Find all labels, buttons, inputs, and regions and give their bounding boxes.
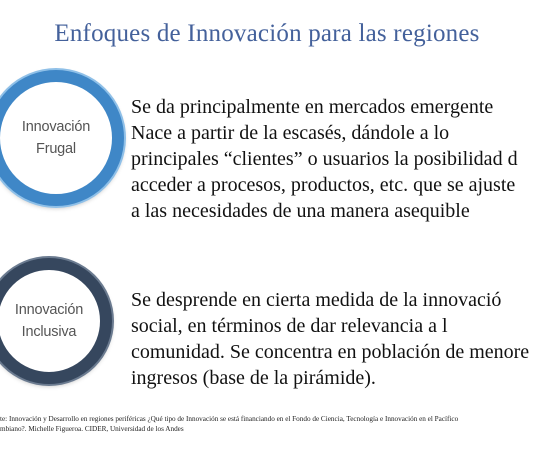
description-line: a las necesidades de una manera asequible <box>131 200 470 222</box>
description-line: principales “clientes” o usuarios la posibilidad d <box>131 148 518 170</box>
description-line: Se desprende en cierta medida de la innovació <box>131 289 502 311</box>
inclusive-innovation-description <box>131 287 529 391</box>
description-line: social, en términos de dar relevancia a l <box>131 315 448 337</box>
footnote-line: mbiano?. Michelle Figueroa. CIDER, Universidad de los Andes <box>0 425 184 433</box>
source-footnote <box>0 414 534 434</box>
description-line: acceder a procesos, productos, etc. que se ajuste <box>131 174 516 196</box>
slide-title: Enfoques de Innovación para las regiones <box>54 20 480 47</box>
description-line: ingresos (base de la pirámide). <box>131 367 376 389</box>
footnote-line: te: Innovación y Desarrollo en regiones periféricas ¿Qué tipo de Innovación se está financiando en el Fondo de Ciencia, Tecnología e Innovación en el Pacífico <box>0 415 459 423</box>
frugal-innovation-label: Innovación Frugal <box>21 119 91 157</box>
description-line: comunidad. Se concentra en población de menore <box>131 341 530 363</box>
inclusive-innovation-circle <box>0 258 112 384</box>
description-line: Nace a partir de la escasés, dándole a lo <box>131 122 450 144</box>
frugal-innovation-description <box>131 94 518 224</box>
inclusive-innovation-label: Innovación Inclusiva <box>14 302 84 340</box>
frugal-innovation-circle <box>0 70 124 206</box>
description-line: Se da principalmente en mercados emergente <box>131 96 494 118</box>
